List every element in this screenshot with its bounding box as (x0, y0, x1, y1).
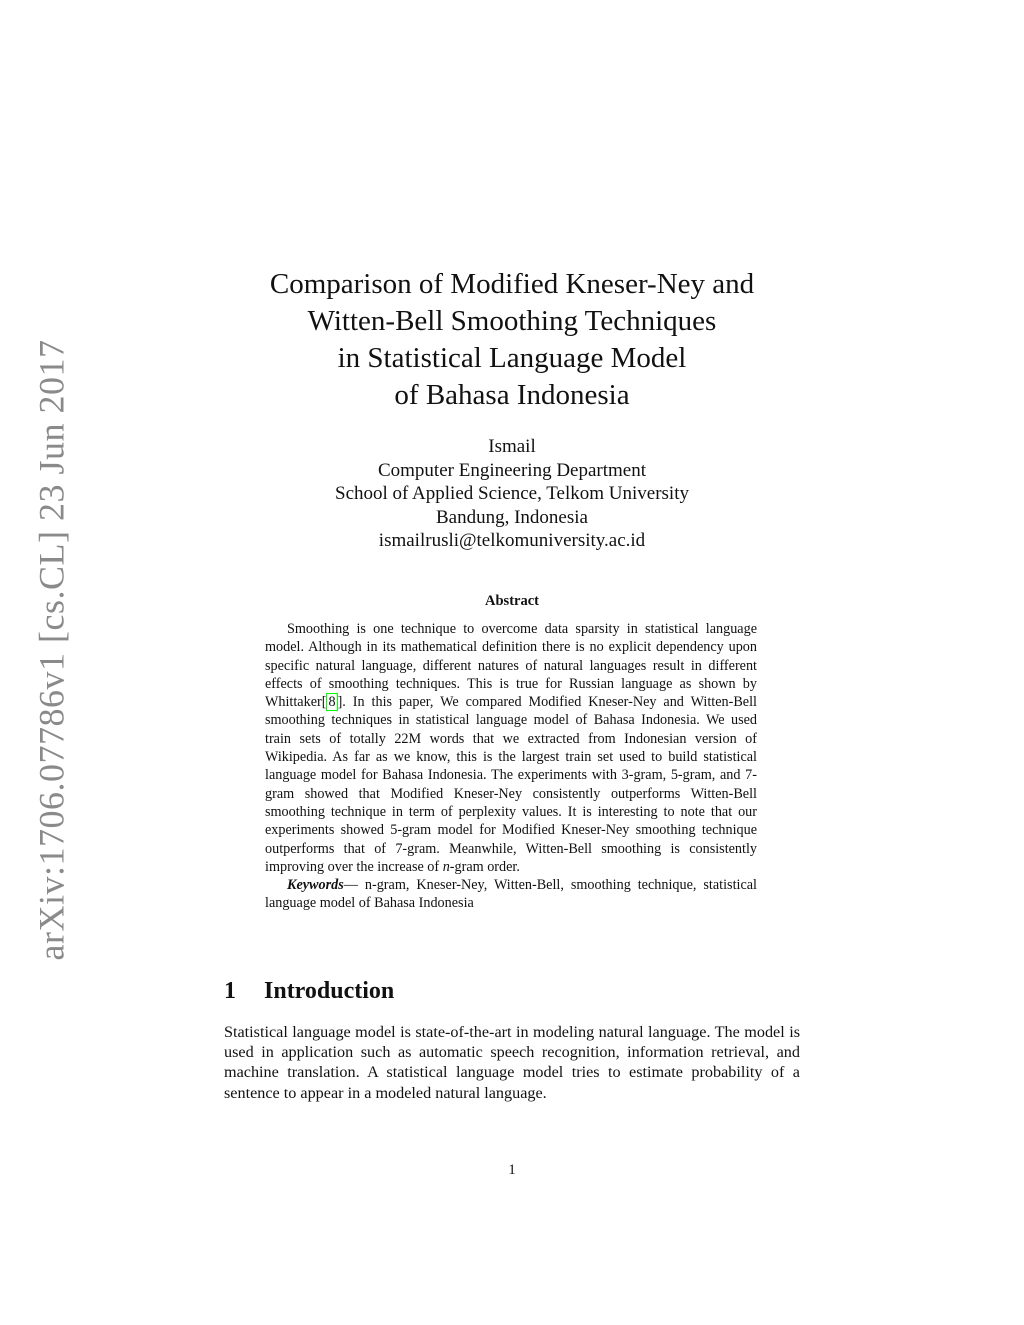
italic-n: n (442, 858, 450, 875)
abstract-text: Smoothing is one technique to overcome data sparsity in statistical language model. Although in its mathematical definition there is no explicit dependency upon specific natural language, different natures of natural languages result in different effects of smoothing techniques. This is true for Russian language as shown by Whittaker (265, 621, 757, 711)
title-line: Witten-Bell Smoothing Techniques (307, 305, 717, 337)
keywords-label: Keywords (287, 877, 344, 894)
author-location: Bandung, Indonesia (436, 506, 588, 528)
author-block (240, 435, 784, 553)
page-number: 1 (508, 1162, 516, 1178)
author-name: Ismail (488, 436, 536, 457)
abstract-paragraph: Smoothing is one technique to overcome data sparsity in statistical language model. Although in its mathematical definition there is no explicit dependency upon specific natural language, different natures of natural languages result in different effects of smoothing techniques. This is true for Russian language as shown by Whittaker[ 8 ]. In this paper, We compared Modified Kneser-Ney and Witten-Bell smoothing techniques in statistical language model of Bahasa Indonesia. We used train sets of totally 22M words that we extracted from Indonesian version of Wikipedia. As far as we know, this is the largest train set used to build statistical language model for Bahasa Indonesia. The experiments with 3-gram, 5-gram, and 7-gram showed that Modified Kneser-Ney consistently outperforms Witten-Bell smoothing technique in term of perplexity values. It is interesting to note that our experiments showed 5-gram model for Modified Kneser-Ney smoothing technique outperforms that of 7-gram. Meanwhile, Witten-Bell smoothing is consistently improving over the increase of n-gram order. (265, 621, 757, 875)
title-line: of Bahasa Indonesia (394, 379, 630, 411)
section-number: 1 (224, 978, 236, 1004)
keywords (265, 876, 757, 913)
intro-paragraph: Statistical language model is state-of-the-art in modeling natural language. The model is used in application such as automatic speech recognition, information retrieval, and machine translation. A statistical language model tries to estimate probability of a sentence to appear in a modeled natural language. (224, 1023, 800, 1102)
abstract-text: . In this paper, We compared Modified Kneser-Ney and Witten-Bell smoothing techniques in statistical language model of Bahasa Indonesia. We used train sets of totally 22M words that we extracted from Indonesian version of Wikipedia. As far as we know, this is the largest train set used to build statistical language model for Bahasa Indonesia. The experiments with 3-gram, 5-gram, and 7-gram showed that Modified Kneser-Ney consistently outperforms Witten-Bell smoothing technique in term of perplexity values. It is interesting to note that our experiments showed 5-gram model for Modified Kneser-Ney smoothing technique outperforms that of 7-gram. Meanwhile, Witten-Bell smoothing is consistently improving over the increase of (265, 694, 757, 875)
abstract-body (265, 620, 757, 913)
section-heading (224, 978, 394, 1005)
arxiv-id: arXiv:1706.07786v1 [cs.CL] 23 Jun 2017 (31, 339, 72, 961)
arxiv-stamp (31, 339, 72, 961)
author-school: School of Applied Science, Telkom University (335, 483, 689, 504)
author-email: ismailrusli@telkomuniversity.ac.id (378, 530, 646, 551)
paper-title (240, 266, 784, 414)
title-line: in Statistical Language Model (337, 342, 687, 374)
author-department: Computer Engineering Department (377, 459, 647, 481)
title-line: Comparison of Modified Kneser-Ney and (269, 268, 755, 300)
abstract-heading: Abstract (485, 593, 539, 609)
keywords-text: — n-gram, Kneser-Ney, Witten-Bell, smoothing technique, statistical language model of Bahasa Indonesia (265, 877, 757, 912)
citation-link[interactable]: 8 (328, 694, 336, 711)
section-title: Introduction (264, 978, 395, 1004)
abstract-text: -gram order. (449, 858, 520, 875)
